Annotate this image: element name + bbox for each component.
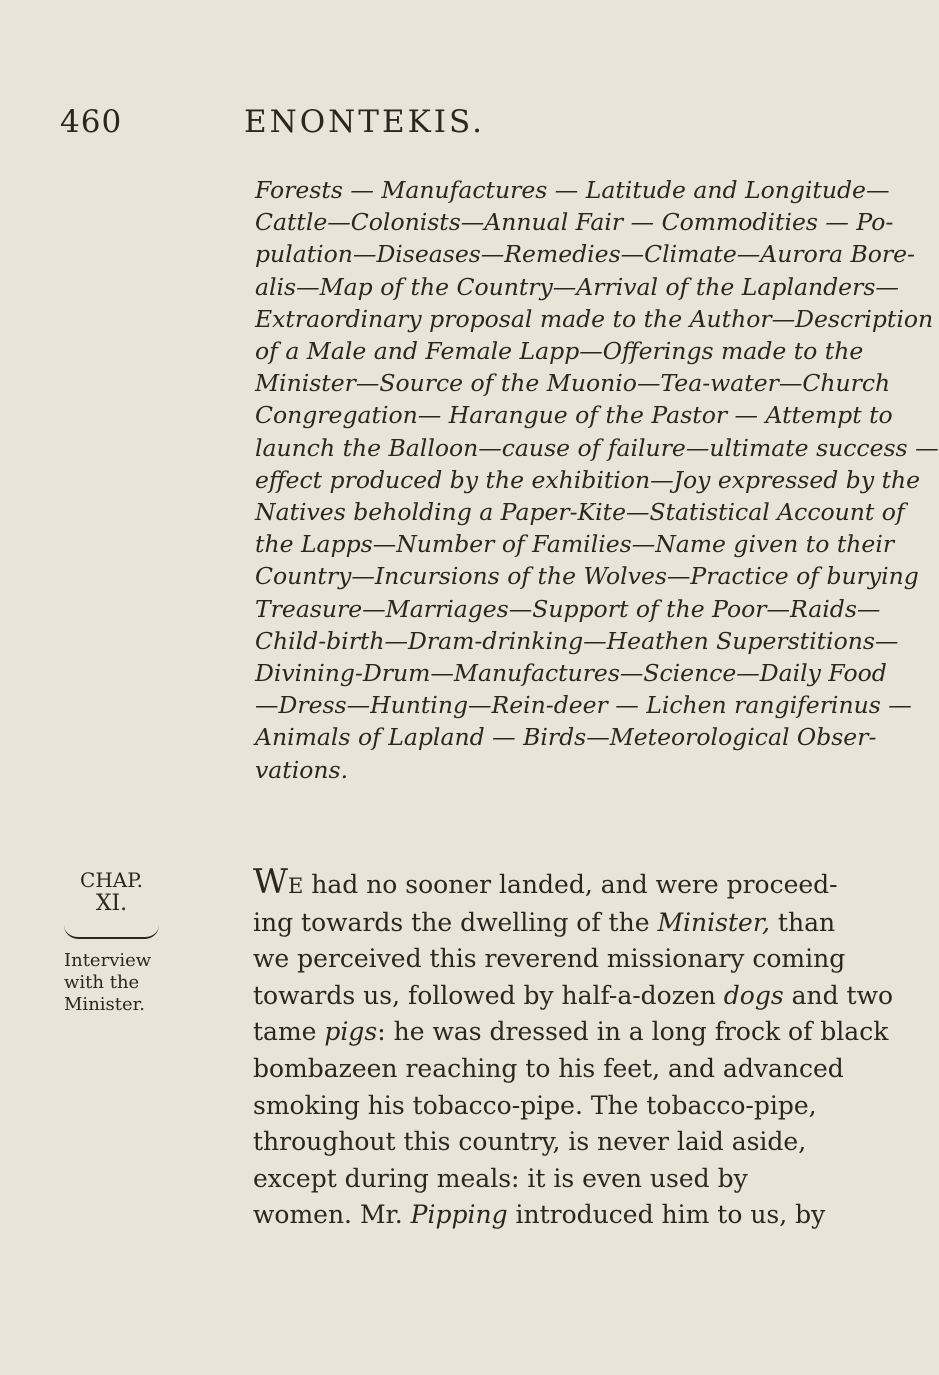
body-text-run: and two: [783, 980, 894, 1010]
chapter-number: XI.: [95, 891, 128, 916]
body-text-run: : he was dressed in a long frock of black: [377, 1017, 889, 1047]
body-line: [253, 905, 836, 942]
body-text-run: had no sooner landed, and were proceed-: [303, 870, 838, 899]
body-line: [253, 862, 838, 905]
synopsis-line: Minister—Source of the Muonio—Tea-water—Church: [255, 369, 891, 398]
synopsis-line: Treasure—Marriages—Support of the Poor—Raids—: [255, 594, 881, 623]
body-line: [253, 978, 894, 1015]
synopsis-line: alis—Map of the Country—Arrival of the Laplanders—: [255, 272, 899, 301]
synopsis-line: Divining-Drum—Manufactures—Science—Daily Food: [255, 659, 887, 688]
synopsis-line: of a Male and Female Lapp—Offerings made to the: [255, 337, 864, 366]
small-cap: E: [287, 874, 304, 898]
brace-divider: [64, 925, 159, 939]
synopsis-line: Natives beholding a Paper-Kite—Statistical Account of: [255, 498, 905, 527]
italic-text: dogs: [723, 980, 784, 1010]
body-line: bombazeen reaching to his feet, and advanced: [253, 1053, 844, 1083]
body-text-run: tame: [253, 1017, 325, 1047]
chapter-synopsis: [255, 174, 939, 786]
chapter-label: [64, 868, 159, 916]
italic-text: pigs: [324, 1017, 378, 1047]
synopsis-line: Child-birth—Dram-drinking—Heathen Superstitions—: [255, 626, 899, 655]
drop-cap: W: [253, 862, 288, 902]
synopsis-line: effect produced by the exhibition—Joy expressed by the: [255, 465, 921, 494]
margin-note-line: Minister.: [64, 994, 146, 1015]
body-line: throughout this country, is never laid aside,: [253, 1127, 807, 1157]
margin-note-line: with the: [64, 972, 140, 993]
body-text-run: than: [769, 907, 836, 937]
synopsis-line: launch the Balloon—cause of failure—ultimate success —: [255, 433, 939, 462]
body-line: we perceived this reverend missionary coming: [253, 944, 846, 974]
body-text-run: ing towards the dwelling of the: [253, 907, 658, 937]
synopsis-line: —Dress—Hunting—Rein-deer — Lichen rangiferinus —: [255, 691, 912, 720]
body-line: except during meals: it is even used by: [253, 1163, 748, 1193]
synopsis-line: the Lapps—Number of Families—Name given to their: [255, 530, 895, 559]
body-text-run: introduced him to us, by: [507, 1200, 826, 1230]
body-paragraph: [253, 862, 894, 1234]
synopsis-line: Country—Incursions of the Wolves—Practice of burying: [255, 562, 919, 591]
page-number: 460: [60, 104, 123, 140]
italic-text: Minister,: [657, 907, 770, 937]
margin-note: [64, 950, 174, 1016]
body-line: smoking his tobacco-pipe. The tobacco-pipe,: [253, 1090, 817, 1120]
synopsis-line: Extraordinary proposal made to the Author—Description: [255, 304, 934, 333]
synopsis-line: vations.: [255, 755, 349, 784]
body-text-run: towards us, followed by half-a-dozen: [253, 980, 724, 1010]
italic-text: Pipping: [410, 1200, 508, 1230]
chapter-label-text: CHAP.: [80, 868, 143, 892]
synopsis-line: Animals of Lapland — Birds—Meteorological Obser-: [255, 723, 877, 752]
margin-note-line: Interview: [64, 950, 152, 971]
body-text-run: women. Mr.: [253, 1200, 411, 1230]
synopsis-line: Congregation— Harangue of the Pastor — Attempt to: [255, 401, 893, 430]
body-line: [253, 1197, 826, 1234]
body-line: [253, 1014, 889, 1051]
synopsis-line: Forests — Manufactures — Latitude and Longitude—: [255, 176, 890, 204]
synopsis-line: Cattle—Colonists—Annual Fair — Commodities — Po-: [255, 208, 894, 237]
running-head: ENONTEKIS.: [244, 104, 485, 140]
synopsis-line: pulation—Diseases—Remedies—Climate—Aurora Bore-: [255, 240, 915, 269]
